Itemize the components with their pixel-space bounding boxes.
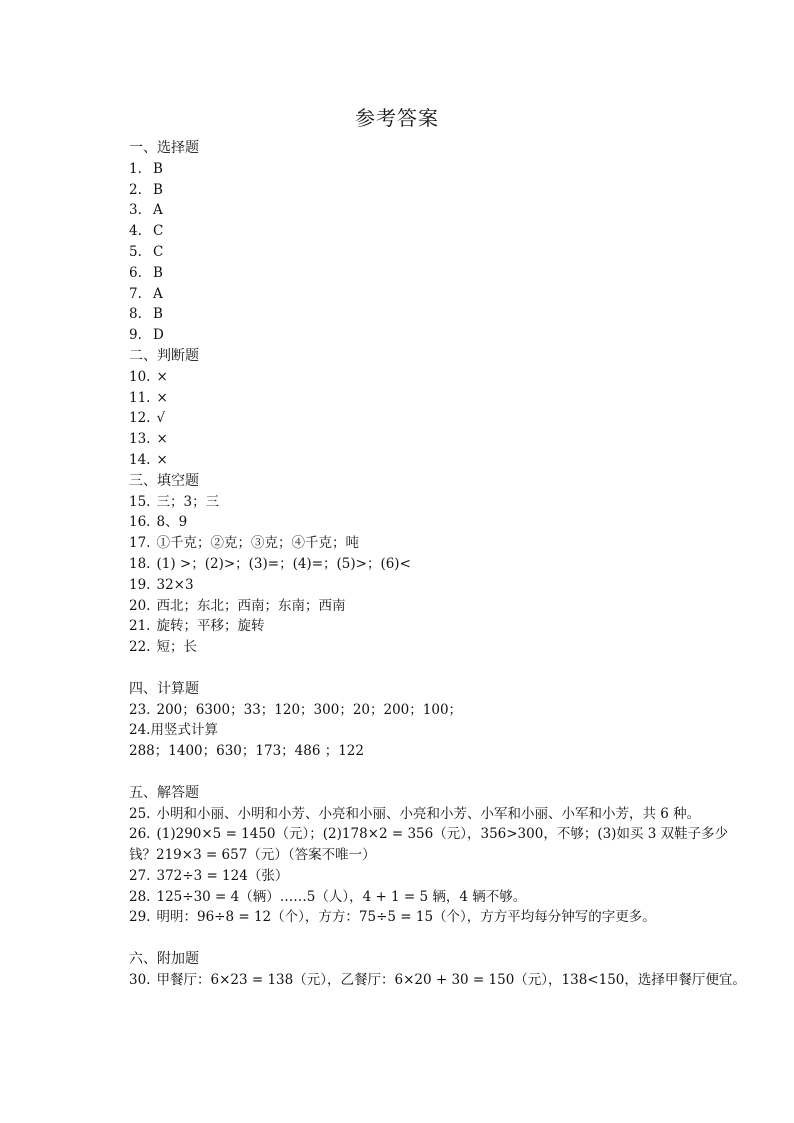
section-heading-fill: 三、填空题	[129, 472, 199, 489]
answer-line: 24.用竖式计算	[129, 722, 218, 739]
answer-line: 288；1400；630；173；486 ；122	[129, 743, 364, 760]
answer-line: 23. 200；6300；33；120；300；20；200；100；	[129, 701, 463, 718]
answer-line: 29. 明明：96÷8 = 12（个），方方：75÷5 = 15（个），方方平均每分钟写的字更多。	[129, 909, 656, 926]
answer-line: 30. 甲餐厅：6×23 = 138（元），乙餐厅：6×20 + 30 = 150（元），138<150，选择甲餐厅便宜。	[129, 971, 746, 988]
answer-line: 11. ×	[129, 389, 168, 406]
answer-line: 12. √	[129, 410, 166, 427]
answer-line: 21. 旋转；平移；旋转	[129, 618, 265, 635]
section-heading-judge: 二、判断题	[129, 347, 199, 364]
answer-line: 7. A	[129, 285, 163, 302]
answer-line: 2. B	[129, 181, 163, 198]
answer-line: 14. ×	[129, 451, 168, 468]
answer-content	[129, 138, 746, 991]
answer-line: 18. (1) >；(2)>；(3)=；(4)=；(5)>；(6)<	[129, 555, 411, 572]
answer-line: 4. C	[129, 223, 164, 240]
answer-line: 13. ×	[129, 431, 168, 448]
page-title: 参考答案	[355, 106, 439, 130]
section-heading-solve: 五、解答题	[129, 784, 199, 801]
answer-line: 28. 125÷30 = 4（辆）……5（人），4 + 1 = 5 辆，4 辆不够。	[129, 888, 527, 905]
answer-line: 27. 372÷3 = 124（张）	[129, 867, 289, 884]
spacer	[129, 928, 739, 949]
answer-line: 22. 短；长	[129, 639, 197, 656]
section-heading-calc: 四、计算题	[129, 680, 199, 697]
section-heading-choice: 一、选择题	[129, 140, 199, 156]
answer-line: 6. B	[129, 264, 163, 281]
section-heading-extra: 六、附加题	[129, 951, 199, 968]
answer-line: 26. (1)290×5 = 1450（元）；(2)178×2 = 356（元），356>300，不够；(3)如买 3 双鞋子多少钱？219×3 = 657（元）（答案不唯一）	[129, 826, 729, 864]
answer-line: 9. D	[129, 327, 164, 344]
answer-line: 16. 8、9	[129, 514, 188, 531]
answer-line: 20. 西北；东北；西南；东南；西南	[129, 597, 346, 614]
answer-line: 17. ①千克；②克；③克；④千克；吨	[129, 535, 359, 552]
spacer	[129, 658, 739, 679]
answer-line: 25. 小明和小丽、小明和小芳、小亮和小丽、小亮和小芳、小军和小丽、小军和小芳，共 6 种。	[129, 805, 701, 822]
spacer	[129, 762, 739, 783]
answer-line: 10. ×	[129, 368, 168, 385]
answer-line: 19. 32×3	[129, 576, 194, 593]
answer-line: 8. B	[129, 306, 163, 323]
answer-line: 1. B	[129, 160, 163, 177]
answer-line: 5. C	[129, 243, 164, 260]
answer-line: 3. A	[129, 202, 163, 219]
answer-line: 15. 三；3；三	[129, 493, 220, 510]
